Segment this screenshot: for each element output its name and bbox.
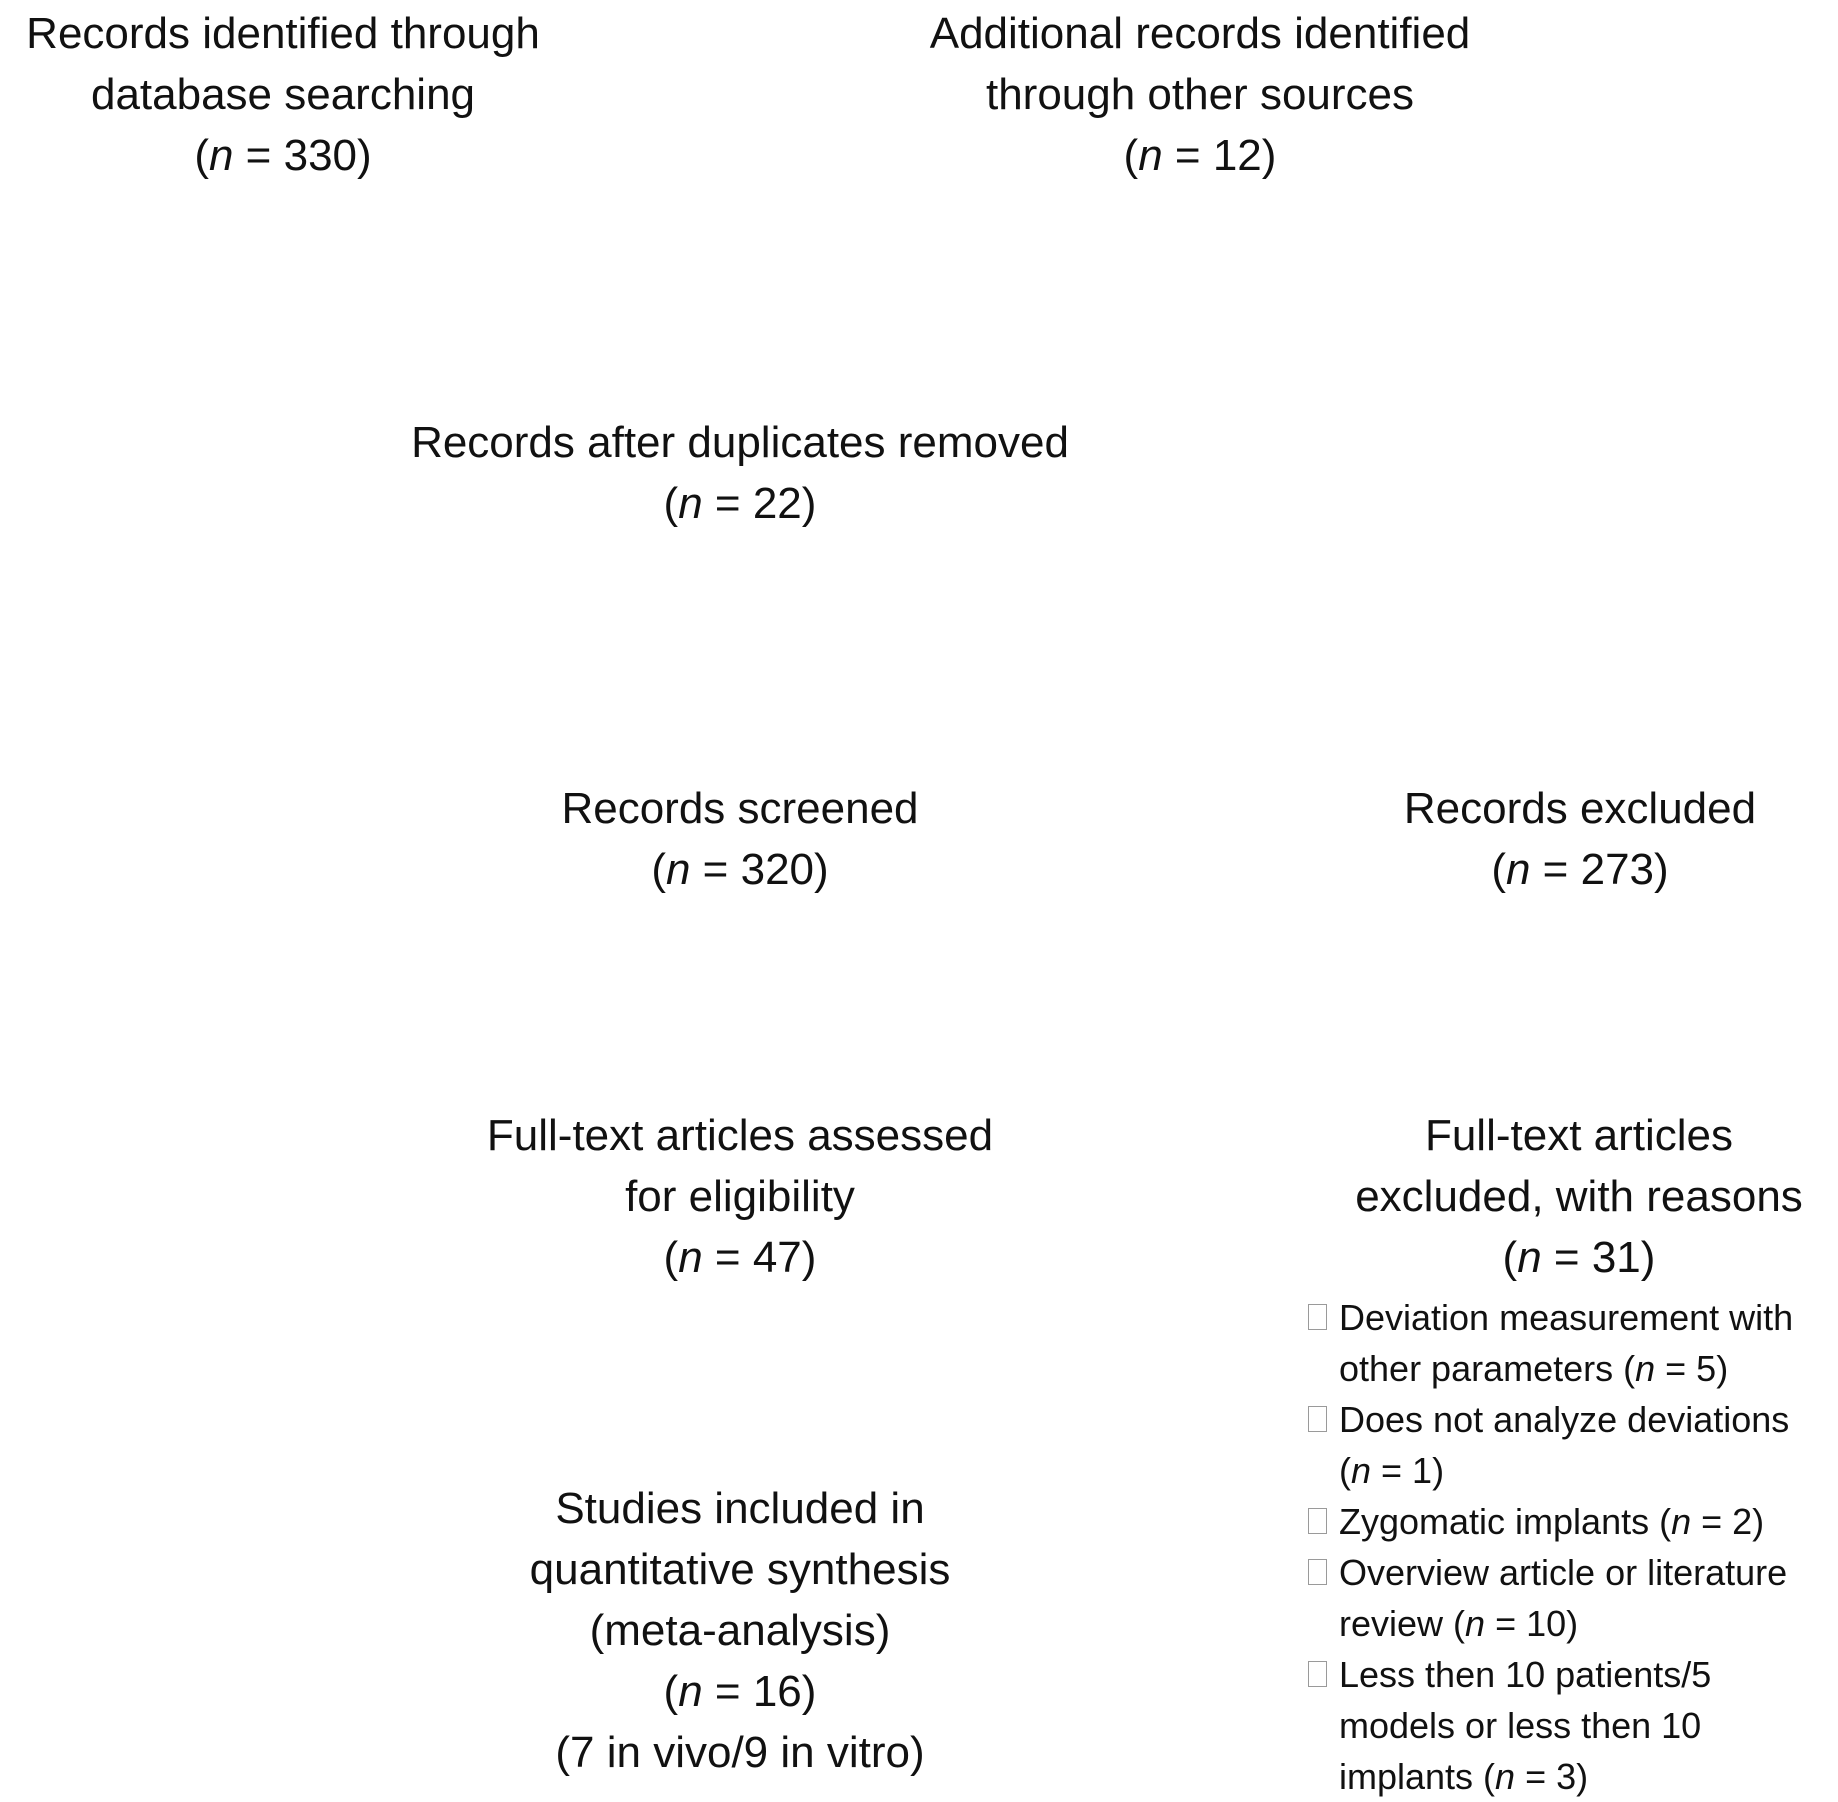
identified-other-count: (n = 12): [1123, 131, 1277, 180]
bullet-box-icon: [1308, 1661, 1327, 1687]
identified-database-line-1: Records identified through: [26, 9, 540, 58]
reason-text: models or less then 10: [1339, 1705, 1702, 1746]
list-item: [1306, 1394, 1838, 1496]
reason-text: Deviation measurement with: [1339, 1297, 1794, 1338]
fulltext-excluded-line-2: excluded, with reasons: [1355, 1172, 1803, 1221]
included-line-3: (meta-analysis): [589, 1606, 891, 1655]
list-item: [1306, 1292, 1838, 1394]
after-duplicates-line-1: Records after duplicates removed: [411, 418, 1069, 467]
list-item: [1306, 1496, 1838, 1547]
reason-text: Does not analyze deviations: [1339, 1399, 1790, 1440]
included-note: (7 in vivo/9 in vitro): [555, 1728, 925, 1777]
fulltext-assessed-line-2: for eligibility: [625, 1172, 855, 1221]
screened-box: [440, 778, 1040, 900]
fulltext-excluded-box: [1320, 1105, 1838, 1288]
fulltext-assessed-line-1: Full-text articles assessed: [486, 1111, 994, 1160]
excluded-box: [1290, 778, 1838, 900]
reason-text-count: (n = 1): [1339, 1450, 1445, 1491]
exclusion-reasons-list: [1306, 1292, 1838, 1802]
excluded-line-1: Records excluded: [1403, 784, 1757, 833]
included-box: [440, 1478, 1040, 1783]
reason-text: Overview article or literature: [1339, 1552, 1788, 1593]
identified-other-box: [880, 3, 1520, 186]
reason-text-count: other parameters (n = 5): [1339, 1348, 1729, 1389]
list-item: [1306, 1649, 1838, 1802]
fulltext-assessed-box: [440, 1105, 1040, 1288]
identified-database-box: [0, 3, 566, 186]
screened-count: (n = 320): [651, 845, 829, 894]
fulltext-excluded-line-1: Full-text articles: [1424, 1111, 1734, 1160]
excluded-count: (n = 273): [1491, 845, 1669, 894]
bullet-box-icon: [1308, 1304, 1327, 1330]
included-line-2: quantitative synthesis: [529, 1545, 951, 1594]
included-count: (n = 16): [663, 1667, 817, 1716]
screened-line-1: Records screened: [561, 784, 919, 833]
identified-other-line-1: Additional records identified: [929, 9, 1471, 58]
bullet-box-icon: [1308, 1508, 1327, 1534]
fulltext-excluded-count: (n = 31): [1502, 1233, 1656, 1282]
fulltext-assessed-count: (n = 47): [663, 1233, 817, 1282]
after-duplicates-box: [340, 412, 1140, 534]
included-line-1: Studies included in: [555, 1484, 925, 1533]
list-item: [1306, 1547, 1838, 1649]
reason-text: Less then 10 patients/5: [1339, 1654, 1712, 1695]
bullet-box-icon: [1308, 1559, 1327, 1585]
bullet-box-icon: [1308, 1406, 1327, 1432]
reason-text-count: implants (n = 3): [1339, 1756, 1589, 1797]
after-duplicates-count: (n = 22): [663, 479, 817, 528]
reason-text-count: Zygomatic implants (n = 2): [1339, 1501, 1765, 1542]
identified-database-line-2: database searching: [90, 70, 476, 119]
identified-database-count: (n = 330): [194, 131, 372, 180]
reason-text-count: review (n = 10): [1339, 1603, 1579, 1644]
identified-other-line-2: through other sources: [985, 70, 1415, 119]
